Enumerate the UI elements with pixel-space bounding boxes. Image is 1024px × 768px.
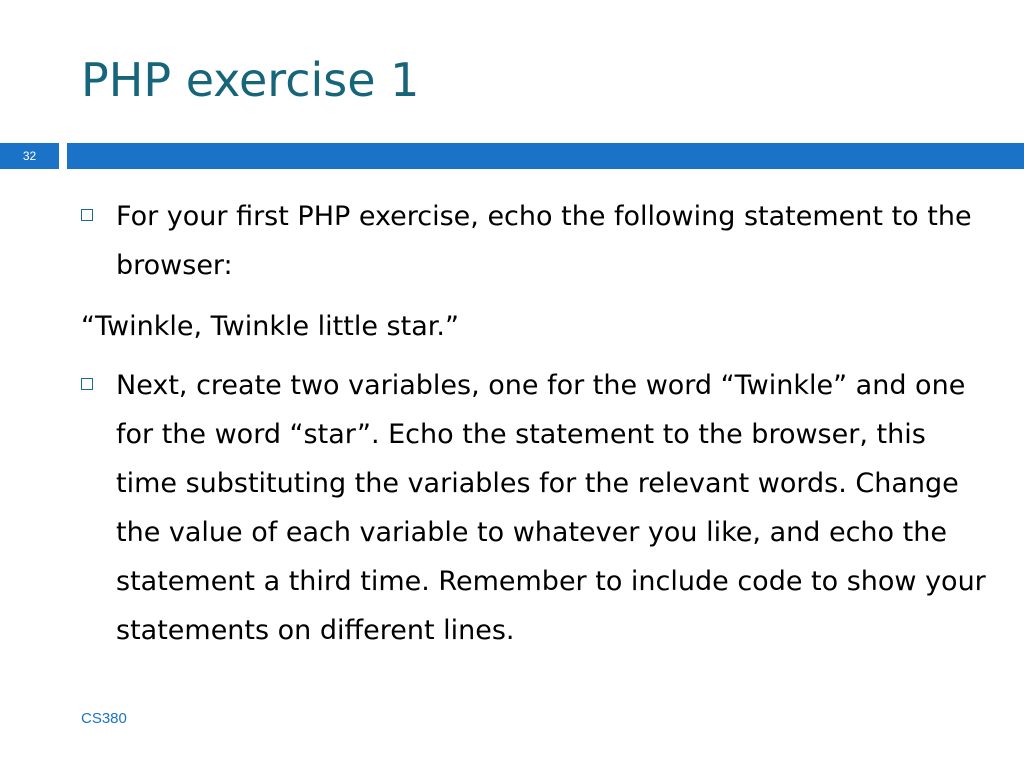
square-bullet-icon <box>81 209 93 221</box>
quote-line: “Twinkle, Twinkle little star.” <box>81 311 459 342</box>
slide-number: 32 <box>0 143 59 169</box>
bullet-item <box>81 361 991 655</box>
slide-content <box>81 192 991 655</box>
title-rule <box>67 143 1024 169</box>
square-bullet-icon <box>81 378 93 390</box>
bullet-item <box>81 192 991 290</box>
bullet-text: For your first PHP exercise, echo the following statement to the browser: <box>116 201 972 281</box>
slide-title: PHP exercise 1 <box>81 53 420 107</box>
bullet-text: Next, create two variables, one for the word “Twinkle” and one for the word “star”. Echo the statement to the browser, this time substituting the variables for the relevant words. Change the value of each variable to whatever you like, and echo the statement a third time. Remember to include code to show your statements on different lines. <box>116 370 986 646</box>
footer-course-code: CS380 <box>81 710 127 727</box>
